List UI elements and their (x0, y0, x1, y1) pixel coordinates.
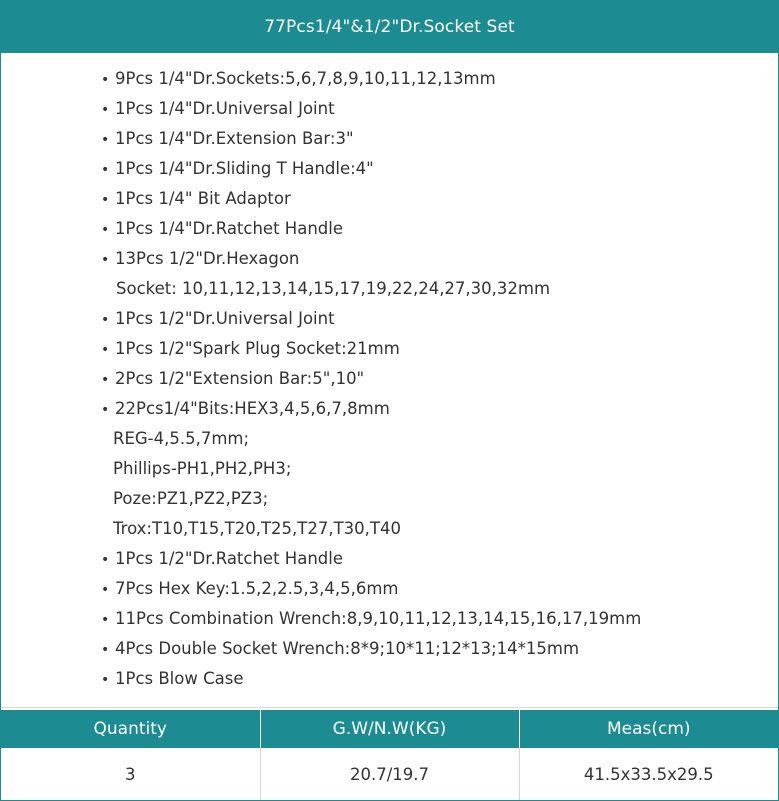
list-item-text: Poze:PZ1,PZ2,PZ3; (113, 489, 269, 508)
list-item (1, 154, 778, 184)
cell-weight: 20.7/19.7 (260, 748, 519, 800)
contents-list (1, 53, 778, 708)
table-row (1, 748, 778, 800)
list-item-continuation (1, 424, 778, 454)
list-item-continuation (1, 274, 778, 304)
list-item (1, 304, 778, 334)
list-item-text: 1Pcs 1/4"Dr.Sliding T Handle:4" (115, 159, 374, 178)
cell-quantity: 3 (1, 748, 260, 800)
list-item (1, 634, 778, 664)
list-item-text: REG-4,5.5,7mm; (113, 429, 250, 448)
list-item-text: 7Pcs Hex Key:1.5,2,2.5,3,4,5,6mm (115, 579, 399, 598)
list-item (1, 364, 778, 394)
packing-table (1, 710, 778, 800)
list-item (1, 604, 778, 634)
list-item-text: 1Pcs 1/4" Bit Adaptor (115, 189, 291, 208)
list-item-text: 13Pcs 1/2"Dr.Hexagon (115, 249, 300, 268)
title-bar (1, 1, 778, 53)
list-item (1, 184, 778, 214)
list-item-text: 1Pcs 1/2"Dr.Universal Joint (115, 309, 335, 328)
list-item (1, 334, 778, 364)
list-item-text: Trox:T10,T15,T20,T25,T27,T30,T40 (113, 519, 401, 538)
page-title: 77Pcs1/4"&1/2"Dr.Socket Set (264, 17, 515, 37)
list-item-continuation (1, 514, 778, 544)
list-item (1, 94, 778, 124)
list-item (1, 64, 778, 94)
header-quantity: Quantity (1, 710, 260, 748)
list-item-text: 1Pcs 1/4"Dr.Ratchet Handle (115, 219, 343, 238)
list-item-text: 1Pcs 1/2"Spark Plug Socket:21mm (115, 339, 400, 358)
list-item-text: 2Pcs 1/2"Extension Bar:5",10" (115, 369, 365, 388)
list-item (1, 664, 778, 694)
list-item (1, 544, 778, 574)
header-weight: G.W/N.W(KG) (260, 710, 519, 748)
list-item-text: 9Pcs 1/4"Dr.Sockets:5,6,7,8,9,10,11,12,13mm (115, 69, 496, 88)
list-item-continuation (1, 454, 778, 484)
list-item-text: 4Pcs Double Socket Wrench:8*9;10*11;12*13;14*15mm (115, 639, 580, 658)
list-item-continuation (1, 484, 778, 514)
list-item-text: Socket: 10,11,12,13,14,15,17,19,22,24,27,30,32mm (116, 279, 551, 298)
list-item-text: Phillips-PH1,PH2,PH3; (113, 459, 292, 478)
cell-measurement: 41.5x33.5x29.5 (583, 764, 714, 784)
list-item (1, 244, 778, 274)
list-item-text: 11Pcs Combination Wrench:8,9,10,11,12,13,14,15,16,17,19mm (115, 609, 642, 628)
list-item-text: 1Pcs Blow Case (115, 669, 244, 688)
list-item (1, 574, 778, 604)
list-item-text: 1Pcs 1/4"Dr.Universal Joint (115, 99, 335, 118)
list-item-text: 1Pcs 1/4"Dr.Extension Bar:3" (115, 129, 354, 148)
header-measurement: Meas(cm) (519, 710, 778, 748)
table-header-row (1, 710, 778, 748)
list-item-text: 1Pcs 1/2"Dr.Ratchet Handle (115, 549, 343, 568)
list-item (1, 214, 778, 244)
list-item-text: 22Pcs1/4"Bits:HEX3,4,5,6,7,8mm (115, 399, 390, 418)
list-item (1, 124, 778, 154)
list-item (1, 394, 778, 424)
